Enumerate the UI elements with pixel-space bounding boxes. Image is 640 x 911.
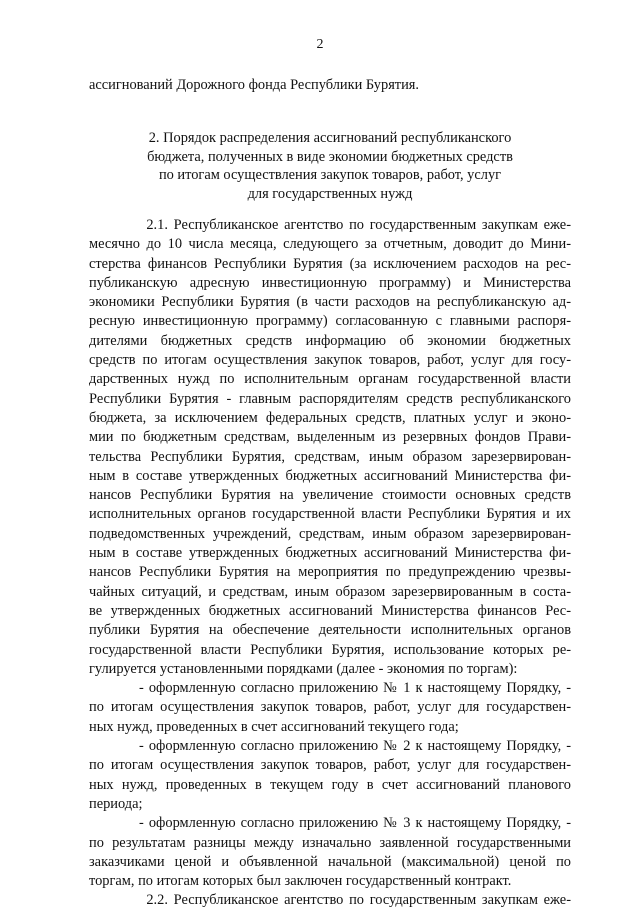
body-text — [89, 216, 571, 911]
body-text-line: тельства Республики Бурятия, средствам, иным образом зарезервирован- — [89, 448, 571, 465]
body-text-line: подведомственных учреждений, средствам, иным образом зарезервирован- — [89, 525, 571, 542]
body-text-line: Республики Бурятия - главным распорядителям средств республиканского — [89, 390, 571, 407]
body-text-line: дителями бюджетных средств информацию об экономии бюджетных — [89, 332, 571, 349]
body-text-line: заказчиками ценой и объявленной начальной (максимальной) ценой по — [89, 853, 571, 870]
body-text-line: исполнительных органов государственной власти Республики Бурятия и их — [89, 506, 571, 523]
section-heading-line: для государственных нужд — [247, 185, 413, 202]
body-text-line: мии по бюджетным средствам, выделенным из резервных фондов Прави- — [89, 429, 571, 446]
body-text-line: ве утвержденных бюджетных ассигнований Министерства финансов Рес- — [89, 602, 571, 619]
body-text-line: - оформленную согласно приложению № 3 к настоящему Порядку, - — [89, 815, 571, 832]
page-number: 2 — [316, 37, 324, 52]
body-text-line: публики Бурятия на обеспечение деятельности исполнительных органов — [89, 622, 571, 639]
body-text-line: публиканскую адресную инвестиционную программу) и Министерства — [89, 274, 571, 291]
body-text-line: 2.1. Республиканское агентство по государственным закупкам еже- — [89, 217, 571, 233]
section-heading-line: по итогам осуществления закупок товаров, работ, услуг — [158, 167, 502, 183]
body-text-line: ных нужд, проведенных в текущем году в счет ассигнований планового — [89, 776, 571, 793]
body-text-line: стерства финансов Республики Бурятия (за исключением расходов на рес- — [89, 255, 571, 272]
body-text-line: государственной власти Республики Бурятия, использование которых ре- — [89, 641, 571, 658]
body-text-line: бюджета, за исключением федеральных средств, платных услуг и эконо- — [89, 409, 571, 426]
body-text-line: месячно до 10 числа месяца, следующего за отчетным, доводит до Мини- — [89, 236, 571, 253]
body-text-line: периода; — [89, 795, 143, 812]
body-text-line: по итогам осуществления закупок товаров, работ, услуг для государствен- — [89, 699, 571, 716]
body-text-line: дарственных нужд по исполнительным органам государственной власти — [89, 371, 571, 388]
section-heading-line: бюджета, полученных в виде экономии бюджетных средств — [147, 148, 513, 165]
section-heading-line: 2. Порядок распределения ассигнований республиканского — [148, 130, 512, 146]
body-text-line: ных нужд, проведенных в счет ассигнований текущего года; — [89, 718, 459, 735]
body-text-line: нансов Республики Бурятия на увеличение стоимости основных средств — [89, 487, 571, 504]
body-text-line: ным в составе утвержденных бюджетных ассигнований Министерства фи- — [89, 467, 571, 484]
body-text-line: по результатам разницы между изначально заявленной государственными — [89, 834, 571, 851]
body-text-line: ным в составе утвержденных бюджетных ассигнований Министерства фи- — [89, 545, 571, 562]
body-text-line: - оформленную согласно приложению № 1 к настоящему Порядку, - — [89, 680, 571, 697]
intro-paragraph-line: ассигнований Дорожного фонда Республики Бурятия. — [89, 77, 420, 93]
section-heading — [89, 129, 571, 203]
body-text-line: нансов Республики Бурятия на мероприятия по предупреждению чрезвы- — [89, 564, 571, 581]
body-text-line: средств по итогам осуществления закупок товаров, работ, услуг для госу- — [89, 352, 571, 369]
body-text-line: по итогам осуществления закупок товаров, работ, услуг для государствен- — [89, 757, 571, 774]
body-text-line: ресную инвестиционную программу) согласованную с главными распоря- — [89, 313, 571, 330]
body-text-line: - оформленную согласно приложению № 2 к настоящему Порядку, - — [89, 738, 571, 755]
body-text-line: торгам, по итогам которых был заключен государственный контракт. — [89, 873, 512, 890]
body-text-line: 2.2. Республиканское агентство по государственным закупкам еже- — [89, 892, 571, 909]
body-text-line: экономики Республики Бурятия (в части расходов на республиканскую ад- — [89, 294, 571, 311]
body-text-line: гулируется установленными порядками (далее - экономия по торгам): — [89, 660, 518, 677]
body-text-line: чайных ситуаций, и средствам, иным образом зарезервированным в соста- — [89, 583, 571, 600]
